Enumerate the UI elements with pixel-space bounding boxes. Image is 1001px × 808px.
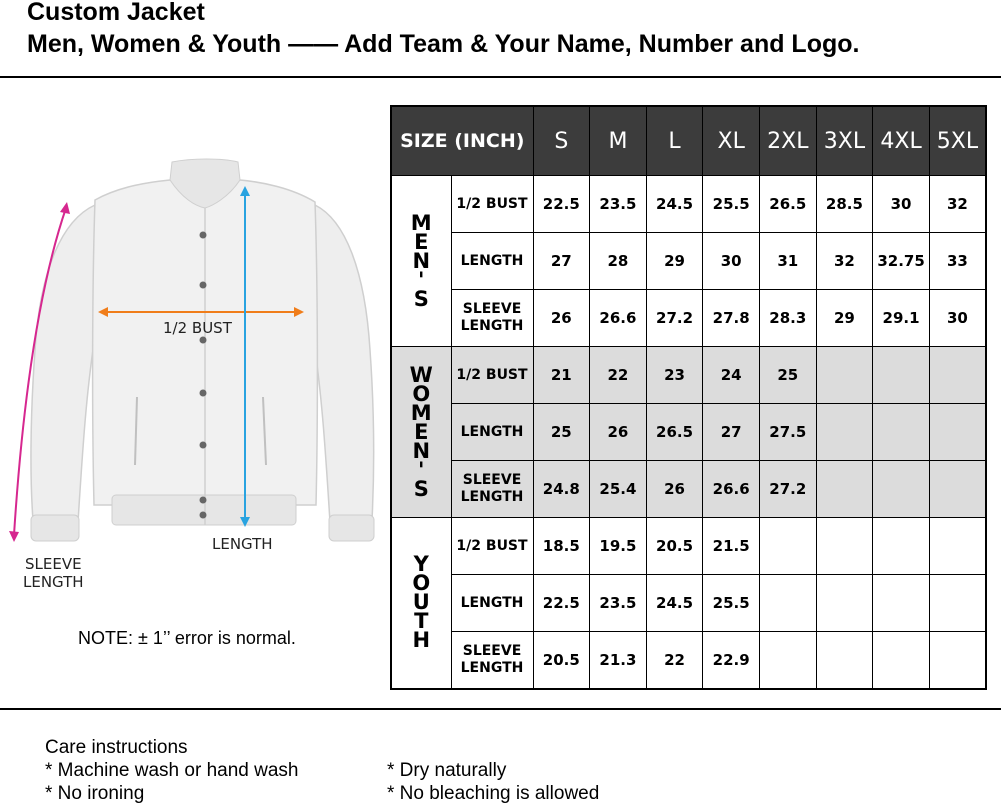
size-value-cell: 27.8: [703, 290, 760, 347]
row-label-line: LENGTH: [460, 252, 524, 269]
group-label-letter: O: [412, 381, 431, 406]
table-row: [391, 461, 986, 518]
size-value-cell: [816, 404, 873, 461]
row-label: [451, 176, 533, 233]
size-value-cell: [816, 347, 873, 404]
jacket-illustration: [0, 90, 390, 690]
care-item: * Machine wash or hand wash: [45, 760, 299, 781]
error-note: NOTE: ± 1’’ error is normal.: [78, 628, 296, 648]
size-value-cell: [816, 632, 873, 689]
group-label-letter: U: [412, 590, 430, 615]
size-col-header: S: [533, 106, 590, 176]
size-value-cell: 28: [590, 233, 647, 290]
size-header-row: [391, 106, 986, 176]
table-row: [391, 347, 986, 404]
row-label-line: LENGTH: [460, 659, 524, 676]
row-label: [451, 233, 533, 290]
size-value-cell: 33: [929, 233, 986, 290]
size-value-cell: 32.75: [873, 233, 930, 290]
group-label: [391, 176, 451, 347]
group-label-letter: T: [414, 609, 429, 634]
size-value-cell: 27: [533, 233, 590, 290]
table-row: [391, 632, 986, 689]
group-label-letter: W: [409, 362, 433, 387]
size-value-cell: [760, 575, 817, 632]
size-value-cell: [929, 518, 986, 575]
size-value-cell: 22: [646, 632, 703, 689]
page-title: Custom Jacket: [27, 0, 205, 26]
bottom-divider: [0, 708, 1001, 710]
table-row: [391, 176, 986, 233]
row-label: [451, 575, 533, 632]
group-label-letter: N: [412, 438, 431, 463]
size-value-cell: 22.9: [703, 632, 760, 689]
group-label-letter: M: [410, 400, 432, 425]
size-value-cell: 28.5: [816, 176, 873, 233]
size-header-label: SIZE (INCH): [391, 106, 533, 176]
care-instructions-col2: [387, 759, 599, 805]
row-label: [451, 347, 533, 404]
row-label: [451, 518, 533, 575]
group-label-letter: E: [414, 419, 429, 444]
size-value-cell: 23: [646, 347, 703, 404]
size-value-cell: 19.5: [590, 518, 647, 575]
care-item: * No bleaching is allowed: [387, 783, 600, 804]
sleeve-label-line1: SLEEVE: [25, 555, 82, 573]
length-measure-label: LENGTH: [212, 535, 273, 553]
size-value-cell: 26: [646, 461, 703, 518]
size-value-cell: 27: [703, 404, 760, 461]
size-value-cell: 30: [929, 290, 986, 347]
size-col-header: 4XL: [873, 106, 930, 176]
row-label-line: LENGTH: [460, 594, 524, 611]
size-value-cell: 24.8: [533, 461, 590, 518]
group-label-letter: N: [412, 248, 431, 273]
table-row: [391, 290, 986, 347]
size-value-cell: [873, 461, 930, 518]
table-row: [391, 518, 986, 575]
size-value-cell: [873, 518, 930, 575]
size-value-cell: [760, 632, 817, 689]
top-divider: [0, 76, 1001, 78]
row-label: [451, 404, 533, 461]
row-label-line: LENGTH: [460, 318, 524, 334]
group-label-letter: ': [418, 457, 425, 482]
size-col-header: 2XL: [760, 106, 817, 176]
size-value-cell: 26.6: [590, 290, 647, 347]
size-col-header: L: [646, 106, 703, 176]
size-value-cell: 27.2: [646, 290, 703, 347]
size-value-cell: 29: [646, 233, 703, 290]
size-value-cell: 21.5: [703, 518, 760, 575]
size-chart-table: [390, 105, 987, 690]
size-value-cell: 22: [590, 347, 647, 404]
row-label-line: LENGTH: [460, 423, 524, 440]
row-label-line: 1/2 BUST: [456, 366, 528, 383]
size-value-cell: 25.5: [703, 575, 760, 632]
size-value-cell: 18.5: [533, 518, 590, 575]
size-value-cell: 24.5: [646, 575, 703, 632]
row-label-line: SLEEVE: [462, 472, 522, 488]
size-value-cell: [873, 632, 930, 689]
size-value-cell: 24: [703, 347, 760, 404]
size-value-cell: 21: [533, 347, 590, 404]
size-col-header: 3XL: [816, 106, 873, 176]
size-value-cell: 27.5: [760, 404, 817, 461]
group-label-letter: M: [410, 210, 432, 235]
row-label-line: 1/2 BUST: [456, 195, 528, 212]
size-value-cell: 25: [760, 347, 817, 404]
size-value-cell: 26.6: [703, 461, 760, 518]
size-value-cell: [929, 461, 986, 518]
sleeve-label-line2: LENGTH: [23, 573, 84, 591]
group-label-letter: ': [418, 267, 425, 292]
size-value-cell: 32: [816, 233, 873, 290]
size-value-cell: [816, 575, 873, 632]
group-label-letter: O: [412, 571, 431, 596]
group-label-letter: H: [412, 628, 431, 653]
size-value-cell: 29: [816, 290, 873, 347]
size-value-cell: 31: [760, 233, 817, 290]
row-label: [451, 632, 533, 689]
size-value-cell: 26.5: [646, 404, 703, 461]
size-col-header: 5XL: [929, 106, 986, 176]
bust-measure-label: 1/2 BUST: [163, 319, 232, 337]
row-label-line: LENGTH: [460, 489, 524, 505]
size-value-cell: [873, 575, 930, 632]
row-label-line: SLEEVE: [462, 301, 522, 317]
row-label-line: SLEEVE: [462, 642, 522, 659]
size-value-cell: [929, 575, 986, 632]
group-label-letter: S: [413, 286, 429, 311]
size-value-cell: 26: [590, 404, 647, 461]
size-value-cell: 26: [533, 290, 590, 347]
size-value-cell: 26.5: [760, 176, 817, 233]
row-label: [451, 290, 533, 347]
size-value-cell: 22.5: [533, 176, 590, 233]
sleeve-measure-label: [23, 555, 84, 591]
group-label: [391, 518, 451, 689]
size-value-cell: 20.5: [533, 632, 590, 689]
size-value-cell: [873, 347, 930, 404]
size-table-body: [391, 176, 986, 689]
care-heading: Care instructions: [45, 737, 188, 758]
row-label: [451, 461, 533, 518]
size-col-header: M: [590, 106, 647, 176]
size-value-cell: 20.5: [646, 518, 703, 575]
size-value-cell: [873, 404, 930, 461]
size-value-cell: [816, 518, 873, 575]
size-value-cell: 25.4: [590, 461, 647, 518]
size-value-cell: 30: [873, 176, 930, 233]
size-col-header: XL: [703, 106, 760, 176]
size-value-cell: [929, 404, 986, 461]
size-value-cell: 25: [533, 404, 590, 461]
size-value-cell: [760, 518, 817, 575]
size-value-cell: 29.1: [873, 290, 930, 347]
size-value-cell: 30: [703, 233, 760, 290]
size-value-cell: [929, 632, 986, 689]
table-row: [391, 404, 986, 461]
care-item: * No ironing: [45, 783, 145, 804]
size-value-cell: 23.5: [590, 575, 647, 632]
size-value-cell: 24.5: [646, 176, 703, 233]
size-value-cell: 22.5: [533, 575, 590, 632]
size-value-cell: 21.3: [590, 632, 647, 689]
size-value-cell: [816, 461, 873, 518]
size-value-cell: [929, 347, 986, 404]
size-value-cell: 27.2: [760, 461, 817, 518]
group-label-letter: E: [414, 229, 429, 254]
jacket-diagram: [0, 90, 390, 690]
size-value-cell: 28.3: [760, 290, 817, 347]
care-instructions: [45, 736, 298, 805]
row-label-line: 1/2 BUST: [456, 537, 528, 554]
group-label: [391, 347, 451, 518]
table-row: [391, 233, 986, 290]
group-label-letter: S: [413, 476, 429, 501]
group-label-letter: Y: [413, 552, 429, 577]
page-subtitle: Men, Women & Youth —— Add Team & Your Name, Number and Logo.: [27, 30, 860, 58]
size-value-cell: 25.5: [703, 176, 760, 233]
care-item: * Dry naturally: [387, 760, 507, 781]
size-value-cell: 32: [929, 176, 986, 233]
size-value-cell: 23.5: [590, 176, 647, 233]
table-row: [391, 575, 986, 632]
